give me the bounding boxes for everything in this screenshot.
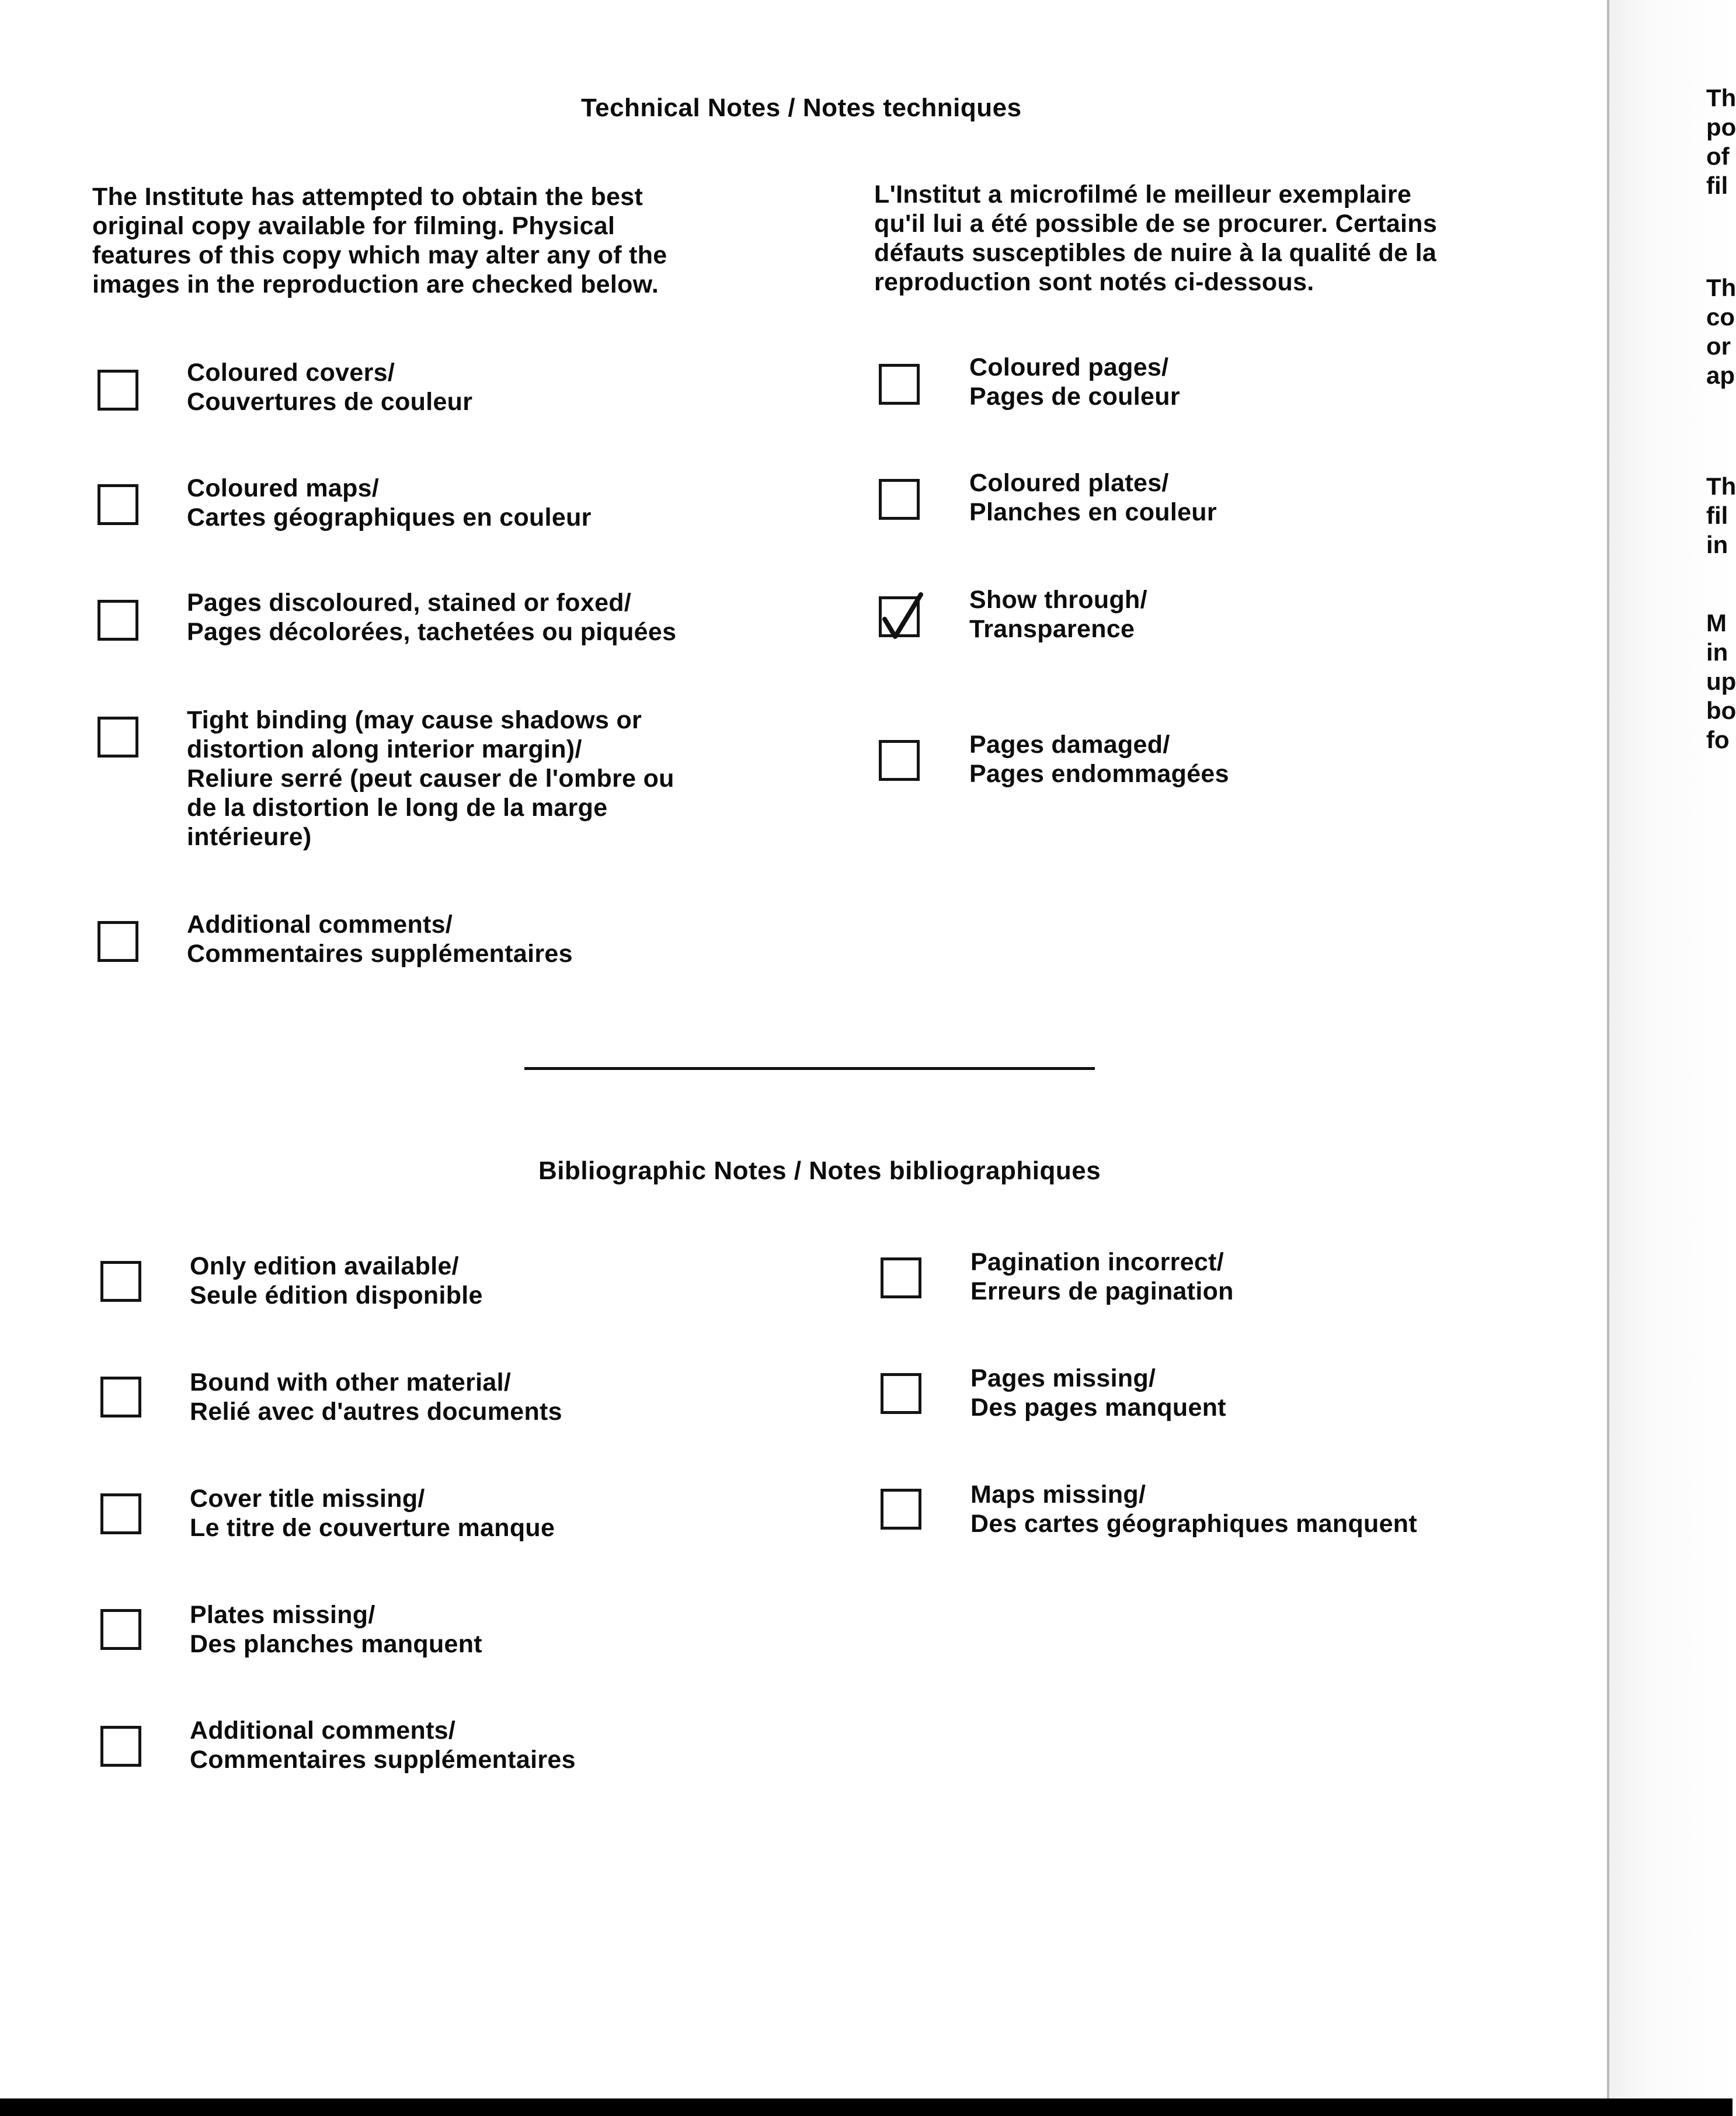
label-additional-comments-bibliographic [190, 1716, 576, 1774]
label-line: Maps missing/ [970, 1481, 1146, 1509]
checkbox-pages-discoloured[interactable] [98, 600, 138, 641]
intro-fr-line: L'Institut a microfilmé le meilleur exemplaire [874, 180, 1412, 209]
edge-line: M [1706, 609, 1727, 637]
intro-fr-line: défauts susceptibles de nuire à la qualité de la [874, 239, 1437, 267]
label-coloured-pages [969, 353, 1180, 411]
technical-intro-french [874, 180, 1437, 297]
label-line: Des planches manquent [190, 1630, 482, 1658]
edge-line: or [1706, 332, 1731, 360]
checkbox-plates-missing[interactable] [100, 1609, 141, 1650]
checkbox-additional-comments-technical[interactable] [98, 921, 138, 962]
label-line: distortion along interior margin)/ [187, 735, 582, 763]
edge-line: Th [1706, 274, 1736, 301]
edge-line: Th [1706, 472, 1736, 500]
checkbox-coloured-pages[interactable] [879, 364, 920, 405]
checkbox-only-edition[interactable] [100, 1261, 141, 1302]
label-line: Planches en couleur [969, 498, 1217, 526]
label-line: Pages de couleur [969, 383, 1180, 411]
label-pages-discoloured [187, 588, 676, 647]
checkbox-additional-comments-bibliographic[interactable] [100, 1726, 141, 1767]
label-line: Relié avec d'autres documents [190, 1398, 562, 1426]
label-coloured-covers [187, 358, 472, 416]
intro-en-line: The Institute has attempted to obtain the best [92, 183, 643, 211]
label-line: Commentaires supplémentaires [187, 940, 573, 968]
intro-en-line: images in the reproduction are checked below. [92, 270, 659, 298]
adjacent-page-text-block [1706, 273, 1736, 390]
edge-line: of [1706, 143, 1730, 170]
section-divider [524, 1067, 1095, 1070]
label-tight-binding [187, 706, 674, 852]
label-line: Show through/ [969, 586, 1147, 614]
label-line: Additional comments/ [190, 1717, 456, 1745]
edge-line: in [1706, 531, 1728, 558]
label-line: Erreurs de pagination [970, 1277, 1234, 1305]
label-line: Additional comments/ [187, 911, 453, 939]
checkbox-cover-title-missing[interactable] [100, 1493, 141, 1534]
checkbox-maps-missing[interactable] [881, 1489, 921, 1530]
checkbox-show-through[interactable] [879, 596, 920, 637]
label-line: Bound with other material/ [190, 1368, 512, 1396]
edge-line: fil [1706, 502, 1728, 529]
edge-line: bo [1706, 697, 1736, 724]
label-pages-damaged [969, 730, 1229, 788]
label-cover-title-missing [190, 1484, 555, 1542]
scan-bottom-border [0, 2098, 1732, 2116]
edge-line: co [1706, 303, 1735, 331]
label-line: Coloured maps/ [187, 474, 380, 502]
label-only-edition [190, 1252, 483, 1310]
intro-en-line: features of this copy which may alter any of the [92, 241, 667, 269]
label-line: Seule édition disponible [190, 1281, 483, 1309]
label-line: Des pages manquent [970, 1394, 1226, 1422]
label-line: Le titre de couverture manque [190, 1514, 555, 1542]
checkbox-bound-with[interactable] [100, 1377, 141, 1417]
label-line: Pages décolorées, tachetées ou piquées [187, 618, 677, 646]
label-line: Pages endommagées [969, 760, 1229, 788]
label-line: Pages damaged/ [969, 731, 1170, 759]
label-line: Tight binding (may cause shadows or [187, 706, 642, 734]
label-line: Pages discoloured, stained or foxed/ [187, 589, 632, 617]
label-show-through [969, 585, 1147, 644]
label-pagination-incorrect [970, 1248, 1234, 1306]
label-line: intérieure) [187, 823, 312, 851]
label-line: Cover title missing/ [190, 1485, 425, 1513]
intro-en-line: original copy available for filming. Physical [92, 212, 615, 240]
edge-line: ap [1706, 362, 1735, 389]
edge-line: in [1706, 638, 1728, 666]
edge-line: fil [1706, 172, 1728, 199]
checkbox-coloured-plates[interactable] [879, 479, 920, 520]
checkbox-coloured-maps[interactable] [98, 484, 138, 525]
label-line: Reliure serré (peut causer de l'ombre ou [187, 765, 674, 793]
label-plates-missing [190, 1600, 482, 1659]
label-pages-missing [970, 1364, 1226, 1422]
bibliographic-notes-heading: Bibliographic Notes / Notes bibliographiques [538, 1156, 1101, 1185]
intro-fr-line: reproduction sont notés ci-dessous. [874, 268, 1314, 296]
checkmark-icon [879, 589, 926, 641]
adjacent-page-text-block [1706, 84, 1736, 200]
label-line: Pages missing/ [970, 1364, 1156, 1392]
label-line: Des cartes géographiques manquent [970, 1510, 1417, 1538]
label-bound-with [190, 1368, 562, 1426]
label-line: Cartes géographiques en couleur [187, 503, 592, 531]
label-line: Only edition available/ [190, 1252, 459, 1280]
label-line: Pagination incorrect/ [970, 1248, 1224, 1276]
adjacent-page-text-block [1706, 609, 1736, 755]
intro-fr-line: qu'il lui a été possible de se procurer. Certains [874, 210, 1438, 238]
edge-line: po [1706, 113, 1736, 141]
technical-notes-heading: Technical Notes / Notes techniques [581, 93, 1022, 122]
label-coloured-plates [969, 468, 1217, 527]
label-maps-missing [970, 1480, 1417, 1538]
label-line: Coloured covers/ [187, 359, 395, 387]
label-line: Couvertures de couleur [187, 388, 473, 416]
checkbox-pages-missing[interactable] [881, 1373, 921, 1414]
label-line: Coloured plates/ [969, 469, 1169, 497]
technical-intro-english [92, 182, 667, 299]
label-line: Transparence [969, 615, 1135, 643]
checkbox-coloured-covers[interactable] [98, 370, 138, 411]
label-additional-comments-technical [187, 910, 573, 968]
label-line: Coloured pages/ [969, 353, 1169, 381]
checkbox-tight-binding[interactable] [98, 717, 138, 758]
label-line: Plates missing/ [190, 1601, 375, 1629]
checkbox-pages-damaged[interactable] [879, 740, 920, 781]
label-line: de la distortion le long de la marge [187, 794, 608, 822]
edge-line: up [1706, 668, 1736, 695]
label-line: Commentaires supplémentaires [190, 1746, 576, 1774]
edge-line: fo [1706, 726, 1730, 753]
label-coloured-maps [187, 474, 592, 532]
adjacent-page-text-block [1706, 472, 1736, 560]
edge-line: Th [1706, 84, 1736, 112]
checkbox-pagination-incorrect[interactable] [881, 1257, 921, 1298]
